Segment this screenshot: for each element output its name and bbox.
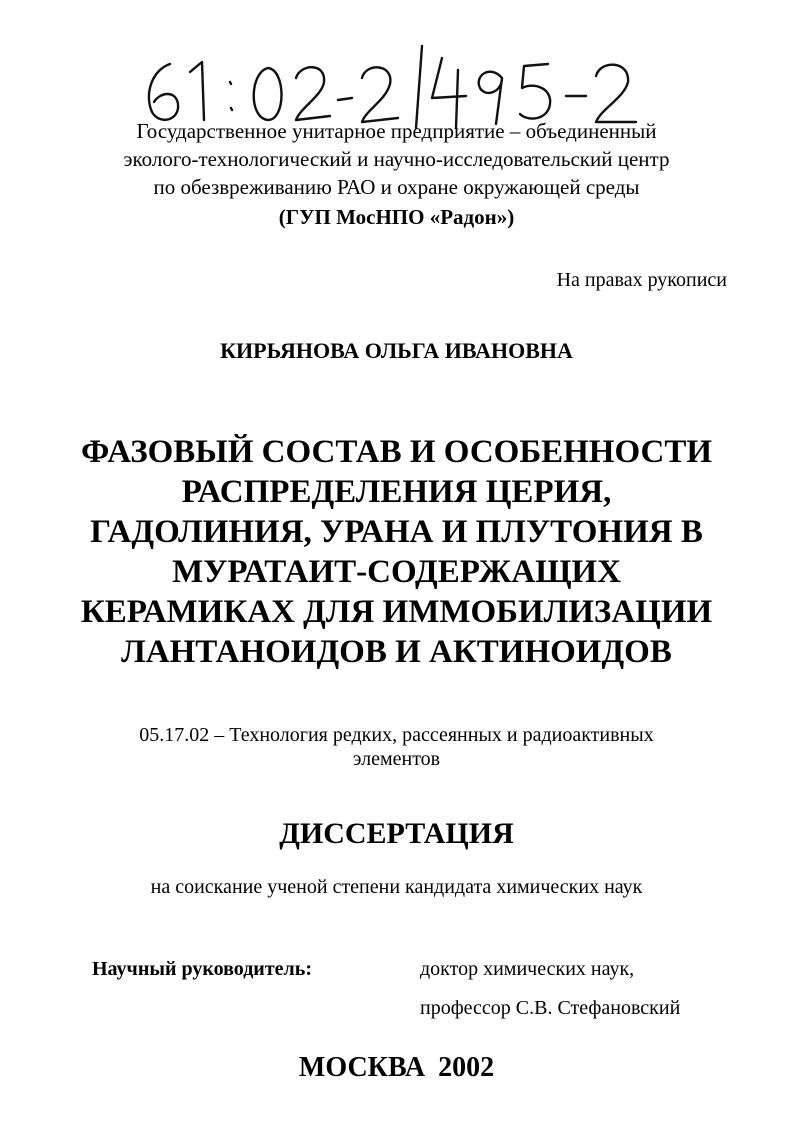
manuscript-note: На правах рукописи — [556, 269, 727, 291]
title-line: ЛАНТАНОИДОВ И АКТИНОИДОВ — [121, 634, 672, 670]
organization-line-2: эколого-технологический и научно-исследовательский центр — [123, 147, 670, 171]
title-line: КЕРАМИКАХ ДЛЯ ИММОБИЛИЗАЦИИ — [80, 594, 713, 630]
organization-line-1: Государственное унитарное предприятие – объединенный — [136, 119, 657, 143]
document-type: ДИССЕРТАЦИЯ — [279, 817, 514, 850]
title-line: ГАДОЛИНИЯ, УРАНА И ПЛУТОНИЯ В — [90, 514, 703, 550]
advisor-degree: доктор химических наук, — [420, 958, 635, 980]
title-line: МУРАТАИТ-СОДЕРЖАЩИХ — [172, 554, 621, 590]
title-line: РАСПРЕДЕЛЕНИЯ ЦЕРИЯ, — [181, 474, 612, 510]
title-line: ФАЗОВЫЙ СОСТАВ И ОСОБЕННОСТИ — [80, 434, 713, 470]
author-name: КИРЬЯНОВА ОЛЬГА ИВАНОВНА — [220, 338, 573, 363]
dissertation-title — [0, 432, 793, 672]
organization-line-3: по обезвреживанию РАО и охране окружающей среды — [153, 175, 640, 199]
city-year: МОСКВА 2002 — [298, 1052, 495, 1083]
degree-statement: на соискание ученой степени кандидата химических наук — [150, 876, 643, 898]
specialty-line-2: элементов — [352, 748, 441, 770]
specialty — [0, 723, 793, 771]
advisor-label: Научный руководитель: — [92, 958, 312, 980]
advisor-name: профессор С.В. Стефановский — [420, 997, 681, 1019]
organization-short-name: (ГУП МосНПО «Радон») — [278, 205, 515, 229]
specialty-line-1: 05.17.02 – Технология редких, рассеянных и радиоактивных — [139, 724, 654, 746]
